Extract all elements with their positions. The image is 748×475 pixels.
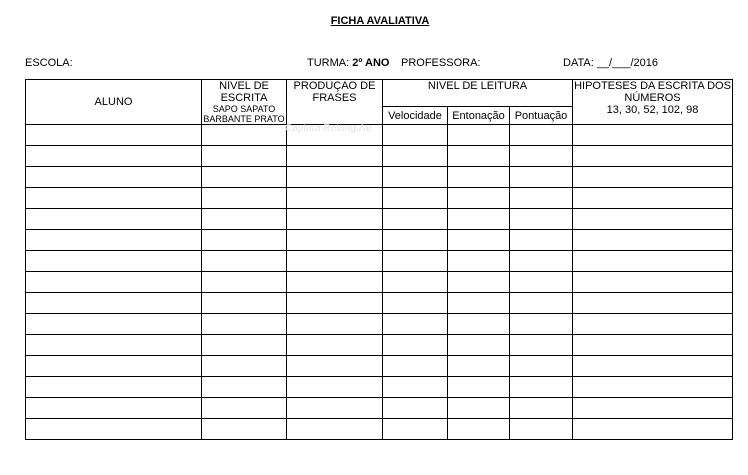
cell-aluno[interactable] <box>26 230 202 251</box>
turma-value: 2º ANO <box>352 57 390 69</box>
cell-velocidade[interactable] <box>383 398 448 419</box>
table-row <box>26 293 733 314</box>
header-nivel-escrita-words: SAPO SAPATO BARBANTE PRATO <box>203 104 285 124</box>
cell-producao-frases[interactable] <box>287 398 383 419</box>
cell-pontuacao[interactable] <box>510 419 573 440</box>
cell-entonacao[interactable] <box>448 125 510 146</box>
cell-nivel-escrita[interactable] <box>202 146 287 167</box>
cell-pontuacao[interactable] <box>510 167 573 188</box>
table-body <box>26 125 733 440</box>
cell-nivel-escrita[interactable] <box>202 230 287 251</box>
cell-velocidade[interactable] <box>383 251 448 272</box>
cell-nivel-escrita[interactable] <box>202 167 287 188</box>
header-hipoteses-title: HIPOTESES DA ESCRITA DOS NÚMEROS <box>574 80 731 104</box>
cell-nivel-escrita[interactable] <box>202 377 287 398</box>
cell-pontuacao[interactable] <box>510 293 573 314</box>
cell-velocidade[interactable] <box>383 167 448 188</box>
professora-label: PROFESSORA: <box>401 57 481 69</box>
header-hipoteses-numbers: 13, 30, 52, 102, 98 <box>606 104 699 116</box>
table-row <box>26 272 733 293</box>
table-row <box>26 356 733 377</box>
cell-entonacao[interactable] <box>448 272 510 293</box>
cell-velocidade[interactable] <box>383 335 448 356</box>
watermark: Captura Retangular <box>285 123 373 134</box>
cell-producao-frases[interactable] <box>287 419 383 440</box>
cell-aluno[interactable] <box>26 419 202 440</box>
cell-pontuacao[interactable] <box>510 146 573 167</box>
cell-producao-frases[interactable] <box>287 293 383 314</box>
cell-producao-frases[interactable] <box>287 209 383 230</box>
cell-nivel-escrita[interactable] <box>202 356 287 377</box>
cell-nivel-escrita[interactable] <box>202 293 287 314</box>
cell-nivel-escrita[interactable] <box>202 188 287 209</box>
cell-producao-frases[interactable] <box>287 251 383 272</box>
cell-pontuacao[interactable] <box>510 209 573 230</box>
cell-nivel-escrita[interactable] <box>202 314 287 335</box>
cell-entonacao[interactable] <box>448 251 510 272</box>
cell-hipoteses[interactable] <box>573 272 733 293</box>
cell-entonacao[interactable] <box>448 293 510 314</box>
table-row <box>26 419 733 440</box>
cell-hipoteses[interactable] <box>573 251 733 272</box>
cell-hipoteses[interactable] <box>573 188 733 209</box>
cell-nivel-escrita[interactable] <box>202 419 287 440</box>
cell-entonacao[interactable] <box>448 377 510 398</box>
cell-velocidade[interactable] <box>383 230 448 251</box>
page-title: FICHA AVALIATIVA <box>330 15 430 27</box>
cell-aluno[interactable] <box>26 167 202 188</box>
cell-velocidade[interactable] <box>383 146 448 167</box>
table-row <box>26 335 733 356</box>
cell-pontuacao[interactable] <box>510 356 573 377</box>
cell-hipoteses[interactable] <box>573 377 733 398</box>
cell-velocidade[interactable] <box>383 377 448 398</box>
cell-aluno[interactable] <box>26 188 202 209</box>
table-row <box>26 188 733 209</box>
cell-entonacao[interactable] <box>448 419 510 440</box>
table-row <box>26 209 733 230</box>
cell-aluno[interactable] <box>26 398 202 419</box>
data-label: DATA: __/___/2016 <box>563 57 658 69</box>
cell-pontuacao[interactable] <box>510 398 573 419</box>
cell-producao-frases[interactable] <box>287 356 383 377</box>
header-pontuacao: Pontuação <box>510 107 573 125</box>
turma-label: TURMA: <box>307 57 350 69</box>
table-row <box>26 230 733 251</box>
cell-entonacao[interactable] <box>448 356 510 377</box>
table-row <box>26 251 733 272</box>
evaluation-table <box>25 79 733 440</box>
cell-nivel-escrita[interactable] <box>202 251 287 272</box>
table-row <box>26 125 733 146</box>
cell-pontuacao[interactable] <box>510 314 573 335</box>
cell-producao-frases[interactable] <box>287 314 383 335</box>
cell-hipoteses[interactable] <box>573 209 733 230</box>
table-row <box>26 167 733 188</box>
cell-pontuacao[interactable] <box>510 188 573 209</box>
cell-aluno[interactable] <box>26 146 202 167</box>
escola-label: ESCOLA: <box>25 57 73 69</box>
table-row <box>26 314 733 335</box>
header-nivel-escrita-title: NIVEL DE ESCRITA <box>219 80 269 104</box>
cell-aluno[interactable] <box>26 125 202 146</box>
cell-producao-frases[interactable] <box>287 188 383 209</box>
cell-hipoteses[interactable] <box>573 419 733 440</box>
cell-velocidade[interactable] <box>383 293 448 314</box>
cell-velocidade[interactable] <box>383 419 448 440</box>
cell-hipoteses[interactable] <box>573 167 733 188</box>
cell-entonacao[interactable] <box>448 188 510 209</box>
cell-aluno[interactable] <box>26 377 202 398</box>
table-row <box>26 146 733 167</box>
cell-pontuacao[interactable] <box>510 272 573 293</box>
cell-velocidade[interactable] <box>383 314 448 335</box>
cell-entonacao[interactable] <box>448 335 510 356</box>
header-hipoteses <box>573 80 733 125</box>
cell-nivel-escrita[interactable] <box>202 125 287 146</box>
header-producao-frases: PRODUÇAO DE FRASES <box>287 80 383 125</box>
cell-aluno[interactable] <box>26 314 202 335</box>
cell-entonacao[interactable] <box>448 146 510 167</box>
cell-hipoteses[interactable] <box>573 314 733 335</box>
cell-producao-frases[interactable] <box>287 335 383 356</box>
header-nivel-leitura: NIVEL DE LEITURA <box>383 80 573 107</box>
cell-aluno[interactable] <box>26 251 202 272</box>
cell-aluno[interactable] <box>26 356 202 377</box>
cell-entonacao[interactable] <box>448 209 510 230</box>
cell-hipoteses[interactable] <box>573 356 733 377</box>
cell-hipoteses[interactable] <box>573 125 733 146</box>
cell-pontuacao[interactable] <box>510 230 573 251</box>
header-entonacao: Entonação <box>448 107 510 125</box>
cell-nivel-escrita[interactable] <box>202 209 287 230</box>
cell-entonacao[interactable] <box>448 230 510 251</box>
cell-hipoteses[interactable] <box>573 146 733 167</box>
header-velocidade: Velocidade <box>383 107 448 125</box>
cell-aluno[interactable] <box>26 272 202 293</box>
cell-hipoteses[interactable] <box>573 293 733 314</box>
table-row <box>26 398 733 419</box>
cell-nivel-escrita[interactable] <box>202 398 287 419</box>
cell-velocidade[interactable] <box>383 209 448 230</box>
cell-velocidade[interactable] <box>383 125 448 146</box>
cell-producao-frases[interactable] <box>287 377 383 398</box>
cell-producao-frases[interactable] <box>287 230 383 251</box>
cell-producao-frases[interactable] <box>287 167 383 188</box>
cell-pontuacao[interactable] <box>510 335 573 356</box>
cell-velocidade[interactable] <box>383 272 448 293</box>
cell-nivel-escrita[interactable] <box>202 335 287 356</box>
cell-hipoteses[interactable] <box>573 230 733 251</box>
cell-pontuacao[interactable] <box>510 125 573 146</box>
cell-entonacao[interactable] <box>448 398 510 419</box>
header-nivel-escrita <box>202 80 287 125</box>
cell-hipoteses[interactable] <box>573 398 733 419</box>
cell-hipoteses[interactable] <box>573 335 733 356</box>
cell-aluno[interactable] <box>26 209 202 230</box>
cell-pontuacao[interactable] <box>510 377 573 398</box>
cell-aluno[interactable] <box>26 335 202 356</box>
cell-velocidade[interactable] <box>383 188 448 209</box>
cell-velocidade[interactable] <box>383 356 448 377</box>
turma-field <box>307 57 389 69</box>
cell-aluno[interactable] <box>26 293 202 314</box>
table-row <box>26 377 733 398</box>
cell-producao-frases[interactable] <box>287 272 383 293</box>
cell-nivel-escrita[interactable] <box>202 272 287 293</box>
cell-producao-frases[interactable] <box>287 146 383 167</box>
cell-pontuacao[interactable] <box>510 251 573 272</box>
header-aluno: ALUNO <box>26 80 202 125</box>
cell-entonacao[interactable] <box>448 314 510 335</box>
cell-entonacao[interactable] <box>448 167 510 188</box>
